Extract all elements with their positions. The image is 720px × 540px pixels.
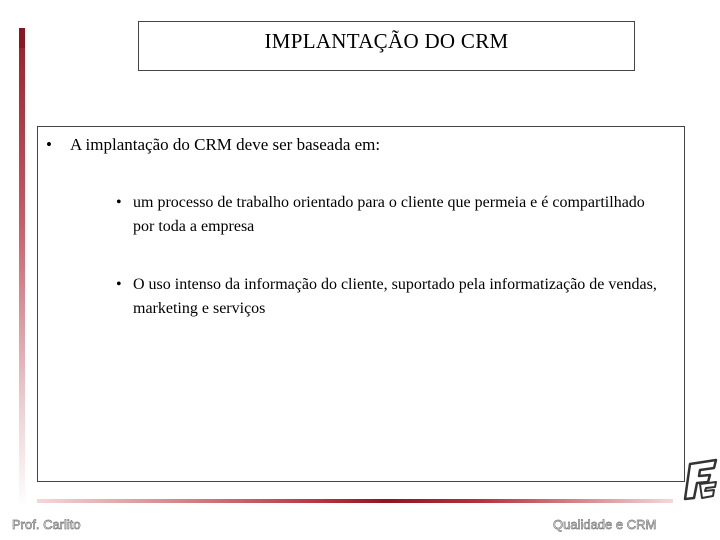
bullet-icon: • bbox=[116, 194, 122, 211]
fe-logo-icon bbox=[680, 458, 720, 504]
bottom-divider bbox=[37, 499, 673, 503]
sub-bullet bbox=[116, 191, 663, 239]
slide-title: IMPLANTAÇÃO DO CRM bbox=[264, 28, 509, 53]
bullet-icon: • bbox=[46, 135, 52, 154]
main-bullet bbox=[46, 135, 380, 155]
sub-bullet bbox=[116, 273, 663, 321]
title-box bbox=[138, 21, 635, 71]
left-accent-bar bbox=[19, 28, 25, 508]
main-bullet-text: A implantação do CRM deve ser baseada em: bbox=[69, 135, 381, 154]
bullet-icon: • bbox=[116, 276, 122, 293]
footer-author: Prof. Carlito bbox=[12, 517, 81, 532]
content-box bbox=[37, 126, 685, 482]
footer-subject: Qualidade e CRM bbox=[553, 517, 657, 532]
sub-bullet-text: um processo de trabalho orientado para o cliente que permeia e é compartilhado por toda a empresa bbox=[133, 194, 645, 235]
left-accent-bar-top bbox=[19, 28, 25, 48]
sub-bullet-text: O uso intenso da informação do cliente, suportado pela informatização de vendas, marketing e serviços bbox=[133, 276, 657, 317]
